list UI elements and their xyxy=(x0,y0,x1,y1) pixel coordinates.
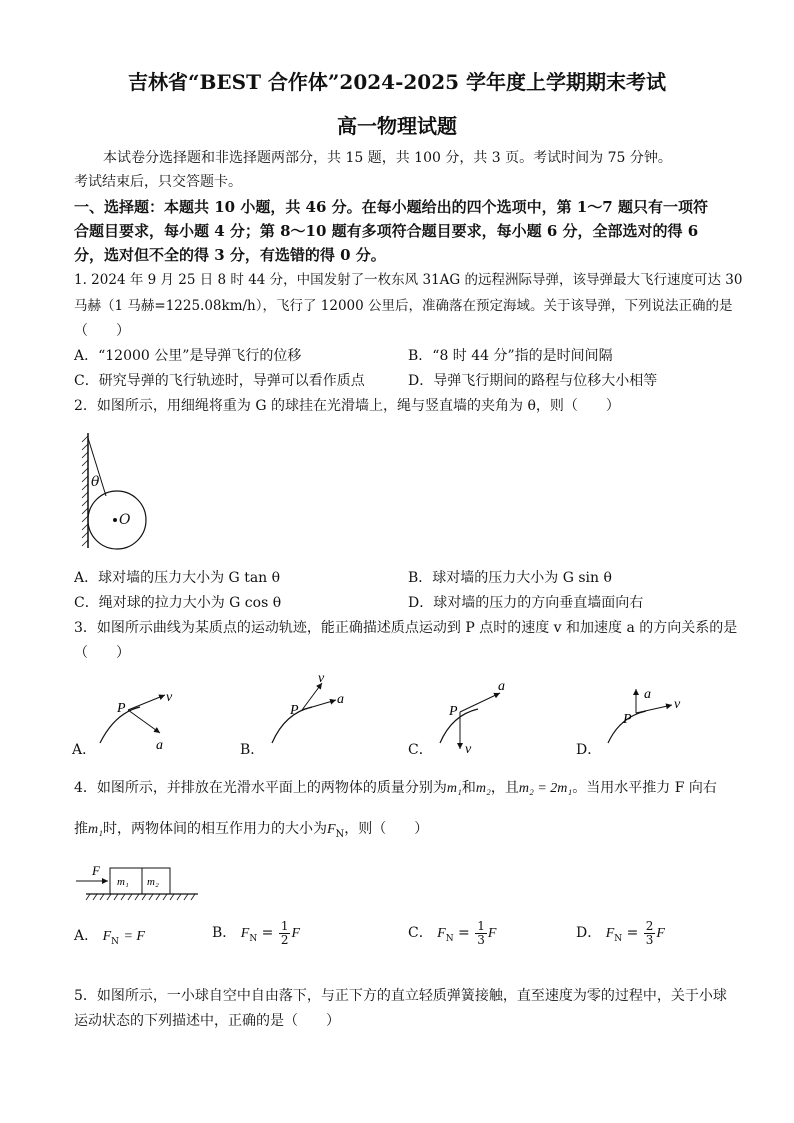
q3-c-a-label: a xyxy=(498,679,505,694)
section1-line-2: 合题目要求，每小题 4 分；第 8～10 题有多项符合题目要求，每小题 6 分，全部选对的得 6 xyxy=(74,222,699,240)
q3-c-p-label: P xyxy=(449,704,458,719)
q3-label-d: D． xyxy=(576,742,602,758)
q3-d-v-label: v xyxy=(674,697,681,712)
q2-figure xyxy=(80,428,170,553)
q4-m2-label: m₂ xyxy=(147,876,159,888)
section1-line-3: 分，选对但不全的得 3 分，有选错的得 0 分。 xyxy=(74,246,386,264)
q3-d-p-label: P xyxy=(623,712,632,727)
q2-option-d: D．球对墙的压力的方向垂直墙面向右 xyxy=(408,595,644,611)
q3-line-2: （ ） xyxy=(74,645,130,661)
q4-m1-label: m₁ xyxy=(117,876,129,888)
q3-figure-a xyxy=(100,690,173,753)
q2-option-b: B．球对墙的压力大小为 G sin θ xyxy=(408,570,612,586)
q3-b-p-label: P xyxy=(290,703,299,718)
q2-o-label: O xyxy=(119,512,131,528)
q3-b-v-label: v xyxy=(318,671,325,686)
q3-label-c: C． xyxy=(408,742,433,758)
q3-label-a: A． xyxy=(72,742,97,758)
intro-line-2: 考试结束后，只交答题卡。 xyxy=(74,174,242,190)
q3-c-v-label: v xyxy=(465,742,472,757)
q2-option-a: A．球对墙的压力大小为 G tan θ xyxy=(74,570,281,586)
q3-figure-b xyxy=(272,671,344,743)
intro-line-1: 本试卷分选择题和非选择题两部分，共 15 题，共 100 分，共 3 页。考试时间为 75 分钟。 xyxy=(103,150,672,166)
q1-line-2: 马赫（1 马赫=1225.08km/h），飞行了 12000 公里后，准确落在预定海域。关于该导弹，下列说法正确的是 xyxy=(74,298,733,314)
q3-d-a-label: a xyxy=(644,687,651,702)
q3-a-p-label: P xyxy=(117,701,126,716)
q4-option-a: A． $F_N = F$ xyxy=(74,928,145,947)
q1-option-b: B．“8 时 44 分”指的是时间间隔 xyxy=(408,348,613,364)
exam-subtitle: 高一物理试题 xyxy=(337,114,457,138)
q1-line-3: （ ） xyxy=(74,323,130,339)
q2-stem: 2．如图所示，用细绳将重为 G 的球挂在光滑墙上，绳与竖直墙的夹角为 θ，则（ ） xyxy=(74,398,620,414)
q2-theta-label: θ xyxy=(91,474,100,490)
q4-f-label: F xyxy=(92,863,100,878)
q3-line-1: 3．如图所示曲线为某质点的运动轨迹，能正确描述质点运动到 P 点时的速度 v 和加速度 a 的方向关系的是 xyxy=(74,620,738,636)
q1-option-d: D．导弹飞行期间的路程与位移大小相等 xyxy=(408,373,658,389)
q3-figures xyxy=(0,665,794,765)
q4-figure xyxy=(76,860,206,906)
q5-line-1: 5．如图所示，一小球自空中自由落下，与正下方的直立轻质弹簧接触，直至速度为零的过程中，关于小球 xyxy=(74,988,727,1004)
q4-line-2: 推m₁时，两物体间的相互作用力的大小为$F_N$，则（ ） xyxy=(74,821,429,840)
q1-line-1: 1. 2024 年 9 月 25 日 8 时 44 分，中国发射了一枚东风 31AG 的远程洲际导弹，该导弹最大飞行速度可达 30 xyxy=(74,272,743,288)
q5-line-2: 运动状态的下列描述中，正确的是（ ） xyxy=(74,1013,340,1029)
q1-option-a: A．“12000 公里”是导弹飞行的位移 xyxy=(74,348,302,364)
q3-figure-c xyxy=(440,679,505,757)
q4-option-c: C． $F_N$ = $\frac{1}{3}$ F xyxy=(408,918,497,947)
q4-option-d: D． $F_N$ = $\frac{2}{3}$ F xyxy=(576,918,665,947)
exam-title: 吉林省“BEST 合作体”2024-2025 学年度上学期期末考试 xyxy=(127,70,667,94)
q1-option-c: C．研究导弹的飞行轨迹时，导弹可以看作质点 xyxy=(74,373,365,389)
q4-line-1: 4．如图所示，并排放在光滑水平面上的两物体的质量分别为m₁和m₂，且m₂ = 2m₁。当用水平推力 F 向右 xyxy=(74,780,717,796)
q3-a-v-label: v xyxy=(166,690,173,705)
q3-label-b: B． xyxy=(240,742,265,758)
q3-figure-d xyxy=(608,687,681,743)
q3-a-a-label: a xyxy=(156,738,163,753)
q4-option-b: B． $F_N$ = $\frac{1}{2}$ F xyxy=(212,918,301,947)
q2-option-c: C．绳对球的拉力大小为 G cos θ xyxy=(74,595,282,611)
section1-line-1: 一、选择题：本题共 10 小题，共 46 分。在每小题给出的四个选项中，第 1～7 题只有一项符 xyxy=(74,198,708,216)
q3-b-a-label: a xyxy=(337,692,344,707)
